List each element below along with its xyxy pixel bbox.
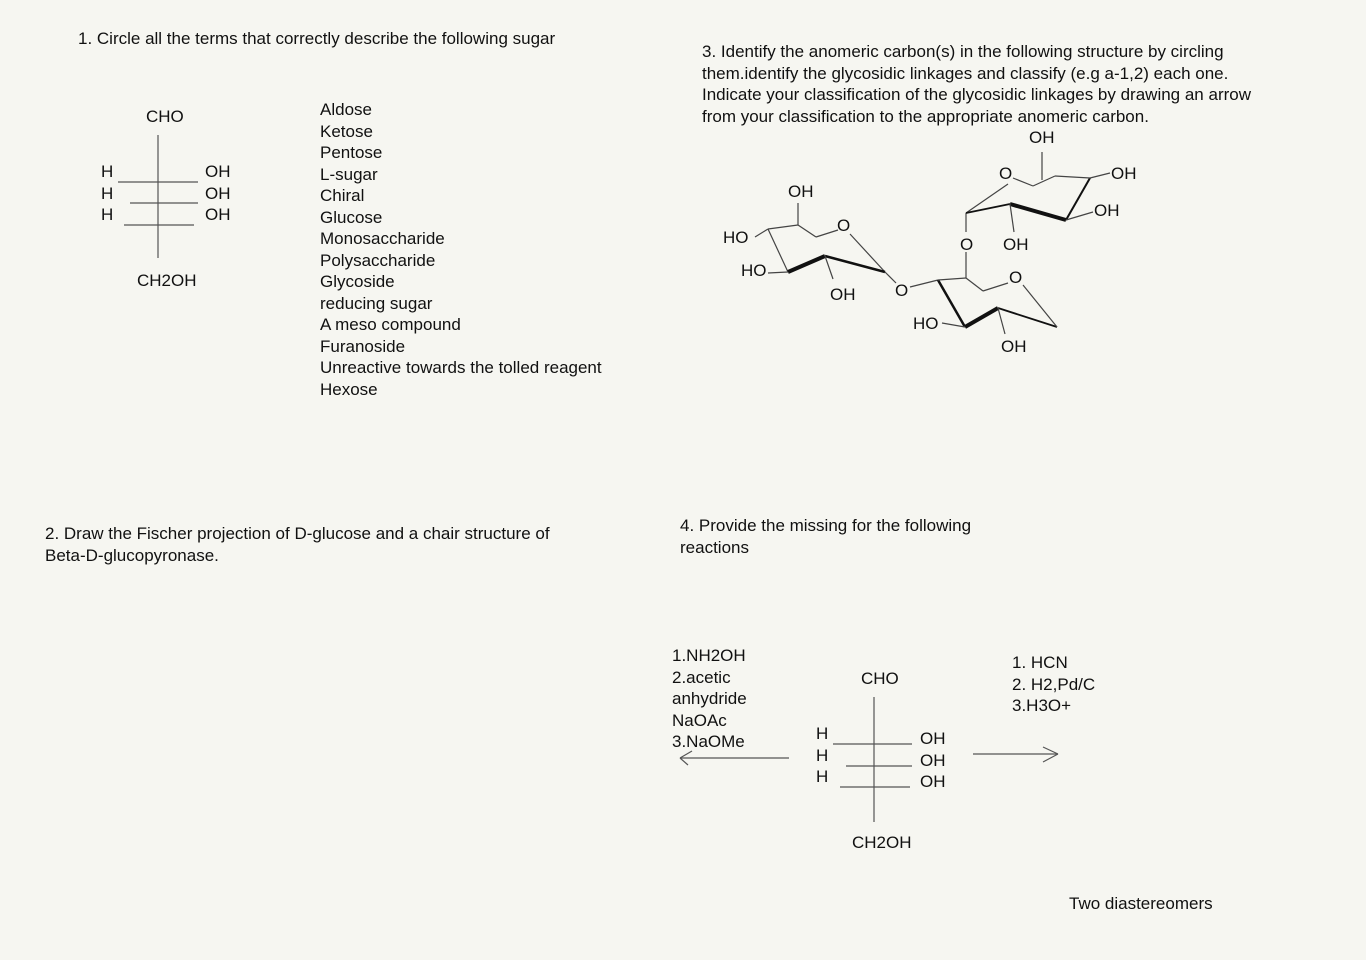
term-option[interactable]: Unreactive towards the tolled reagent bbox=[320, 358, 602, 377]
label-oh: OH bbox=[830, 285, 856, 304]
term-option[interactable]: Aldose bbox=[320, 100, 372, 119]
reaction-scheme bbox=[0, 0, 1, 1]
fischer-left-sub: H bbox=[101, 162, 114, 181]
label-ho: HO bbox=[913, 314, 939, 333]
label-o: O bbox=[837, 216, 851, 235]
fischer-right-sub: OH bbox=[205, 162, 231, 181]
reagent-line: 2. H2,Pd/C bbox=[1012, 674, 1096, 694]
term-option[interactable]: Glycoside bbox=[320, 272, 395, 291]
reagent-line: 1.NH2OH bbox=[672, 646, 746, 665]
term-option[interactable]: reducing sugar bbox=[320, 293, 433, 313]
term-option[interactable]: Hexose bbox=[320, 379, 378, 399]
reagent-line: NaOAc bbox=[672, 710, 727, 730]
label-ho: HO bbox=[723, 228, 749, 247]
question-4-text: 4. Provide the missing for the following reactions bbox=[680, 516, 972, 557]
fischer-bottom-group: CH2OH bbox=[137, 271, 197, 290]
term-option[interactable]: A meso compound bbox=[320, 315, 461, 334]
left-arrow-icon bbox=[680, 751, 789, 765]
label-oh: OH bbox=[1094, 201, 1120, 220]
label-oh: OH bbox=[788, 182, 814, 201]
label-o: O bbox=[960, 235, 974, 254]
fischer-right-substituents bbox=[920, 728, 946, 793]
label-o: O bbox=[999, 164, 1013, 183]
fischer-right-sub: OH bbox=[205, 205, 231, 224]
reagent-line: 1. HCN bbox=[1012, 653, 1068, 672]
term-option[interactable]: Polysaccharide bbox=[320, 250, 436, 270]
term-option[interactable]: Chiral bbox=[320, 186, 365, 205]
fischer-right-sub: OH bbox=[205, 183, 231, 203]
fischer-left-sub: H bbox=[816, 724, 829, 743]
fischer-left-sub: H bbox=[101, 183, 114, 203]
label-oh: OH bbox=[1029, 128, 1055, 147]
term-option[interactable]: Monosaccharide bbox=[320, 229, 445, 248]
label-o: O bbox=[895, 281, 909, 300]
right-arrow-icon bbox=[973, 747, 1058, 762]
fischer-bottom-group: CH2OH bbox=[852, 833, 912, 852]
label-ho: HO bbox=[741, 261, 767, 280]
fischer-top-group: CHO bbox=[146, 107, 184, 126]
label-o: O bbox=[1009, 268, 1023, 287]
fischer-left-substituents bbox=[816, 723, 828, 788]
reagent-line: anhydride bbox=[672, 689, 747, 708]
fischer-left-sub: H bbox=[816, 767, 829, 786]
label-oh: OH bbox=[1003, 235, 1029, 254]
fischer-right-sub: OH bbox=[920, 750, 946, 770]
reagent-line: 3.NaOMe bbox=[672, 732, 745, 751]
question-3-text: 3. Identify the anomeric carbon(s) in the following structure by circling them.identify the glycosidic linkages and classify (e.g a-1,2) each one. Indicate your classification of the glycosidic linkages by drawing an arrow from your classification to the appropriate anomeric carbon. bbox=[702, 42, 1251, 126]
reagent-line: 3.H3O+ bbox=[1012, 696, 1072, 715]
fischer-lines-q4 bbox=[833, 697, 912, 822]
fischer-right-sub: OH bbox=[920, 729, 946, 748]
fischer-left-sub: H bbox=[816, 745, 829, 765]
fischer-right-sub: OH bbox=[920, 772, 946, 791]
term-option[interactable]: Pentose bbox=[320, 143, 383, 162]
reagent-line: 2.acetic bbox=[672, 667, 731, 687]
label-oh: OH bbox=[1111, 164, 1137, 183]
fischer-top-group: CHO bbox=[861, 669, 899, 688]
fischer-left-sub: H bbox=[101, 205, 114, 224]
question-1-text: 1. Circle all the terms that correctly describe the following sugar bbox=[78, 29, 556, 48]
term-option[interactable]: Glucose bbox=[320, 207, 383, 227]
product-note: Two diastereomers bbox=[1069, 894, 1213, 913]
label-oh: OH bbox=[1001, 337, 1027, 356]
term-option[interactable]: Furanoside bbox=[320, 336, 406, 356]
question-2-text: 2. Draw the Fischer projection of D-glucose and a chair structure of Beta-D-glucopyronase. bbox=[45, 524, 550, 565]
term-option[interactable]: L-sugar bbox=[320, 164, 378, 184]
term-option[interactable]: Ketose bbox=[320, 121, 373, 141]
